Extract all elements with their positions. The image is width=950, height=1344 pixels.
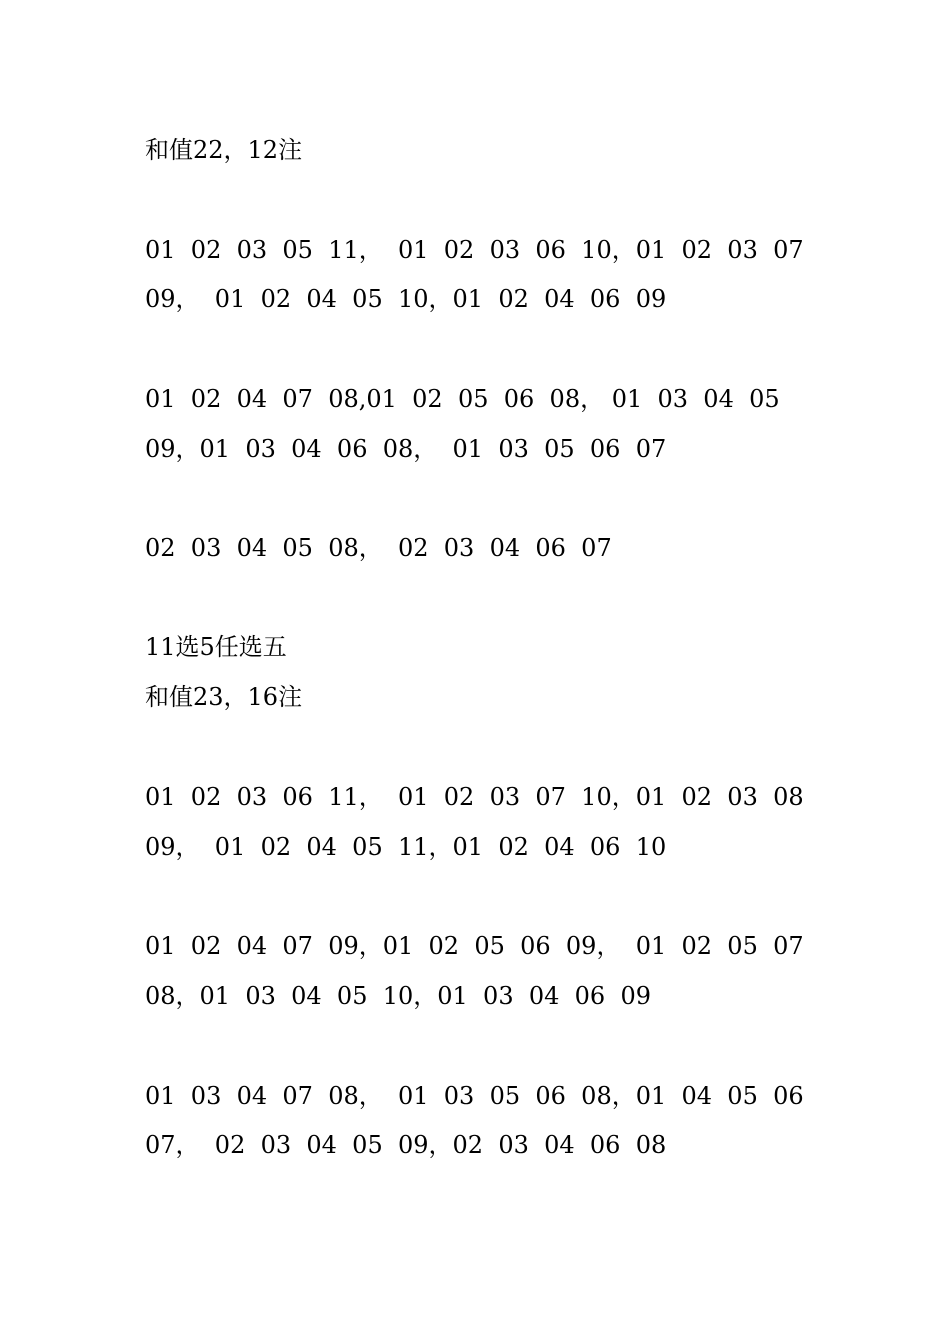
combo-line: 01 02 04 07 09，01 02 05 06 09， 01 02 05 07 [145, 932, 804, 960]
combo-line: 01 02 03 06 11， 01 02 03 07 10，01 02 03 08 [145, 783, 804, 811]
combo-line: 08，01 03 04 05 10，01 03 04 06 09 [145, 982, 651, 1010]
combo-line: 09， 01 02 04 05 11，01 02 04 06 10 [145, 833, 667, 861]
section-title-11-choose-5: 11选5任选五 [145, 633, 287, 661]
section-heading-sum-22: 和值22，12注 [145, 136, 303, 164]
combo-line: 09， 01 02 04 05 10，01 02 04 06 09 [145, 285, 667, 313]
combo-line: 09，01 03 04 06 08， 01 03 05 06 07 [145, 435, 667, 463]
combo-line: 02 03 04 05 08， 02 03 04 06 07 [145, 534, 612, 562]
combo-line: 01 02 04 07 08,01 02 05 06 08， 01 03 04 05 [145, 385, 780, 413]
section-heading-sum-23: 和值23，16注 [145, 683, 303, 711]
combo-line: 07， 02 03 04 05 09，02 03 04 06 08 [145, 1131, 667, 1159]
combo-line: 01 03 04 07 08， 01 03 05 06 08，01 04 05 06 [145, 1082, 804, 1110]
combo-line: 01 02 03 05 11， 01 02 03 06 10，01 02 03 07 [145, 236, 804, 264]
